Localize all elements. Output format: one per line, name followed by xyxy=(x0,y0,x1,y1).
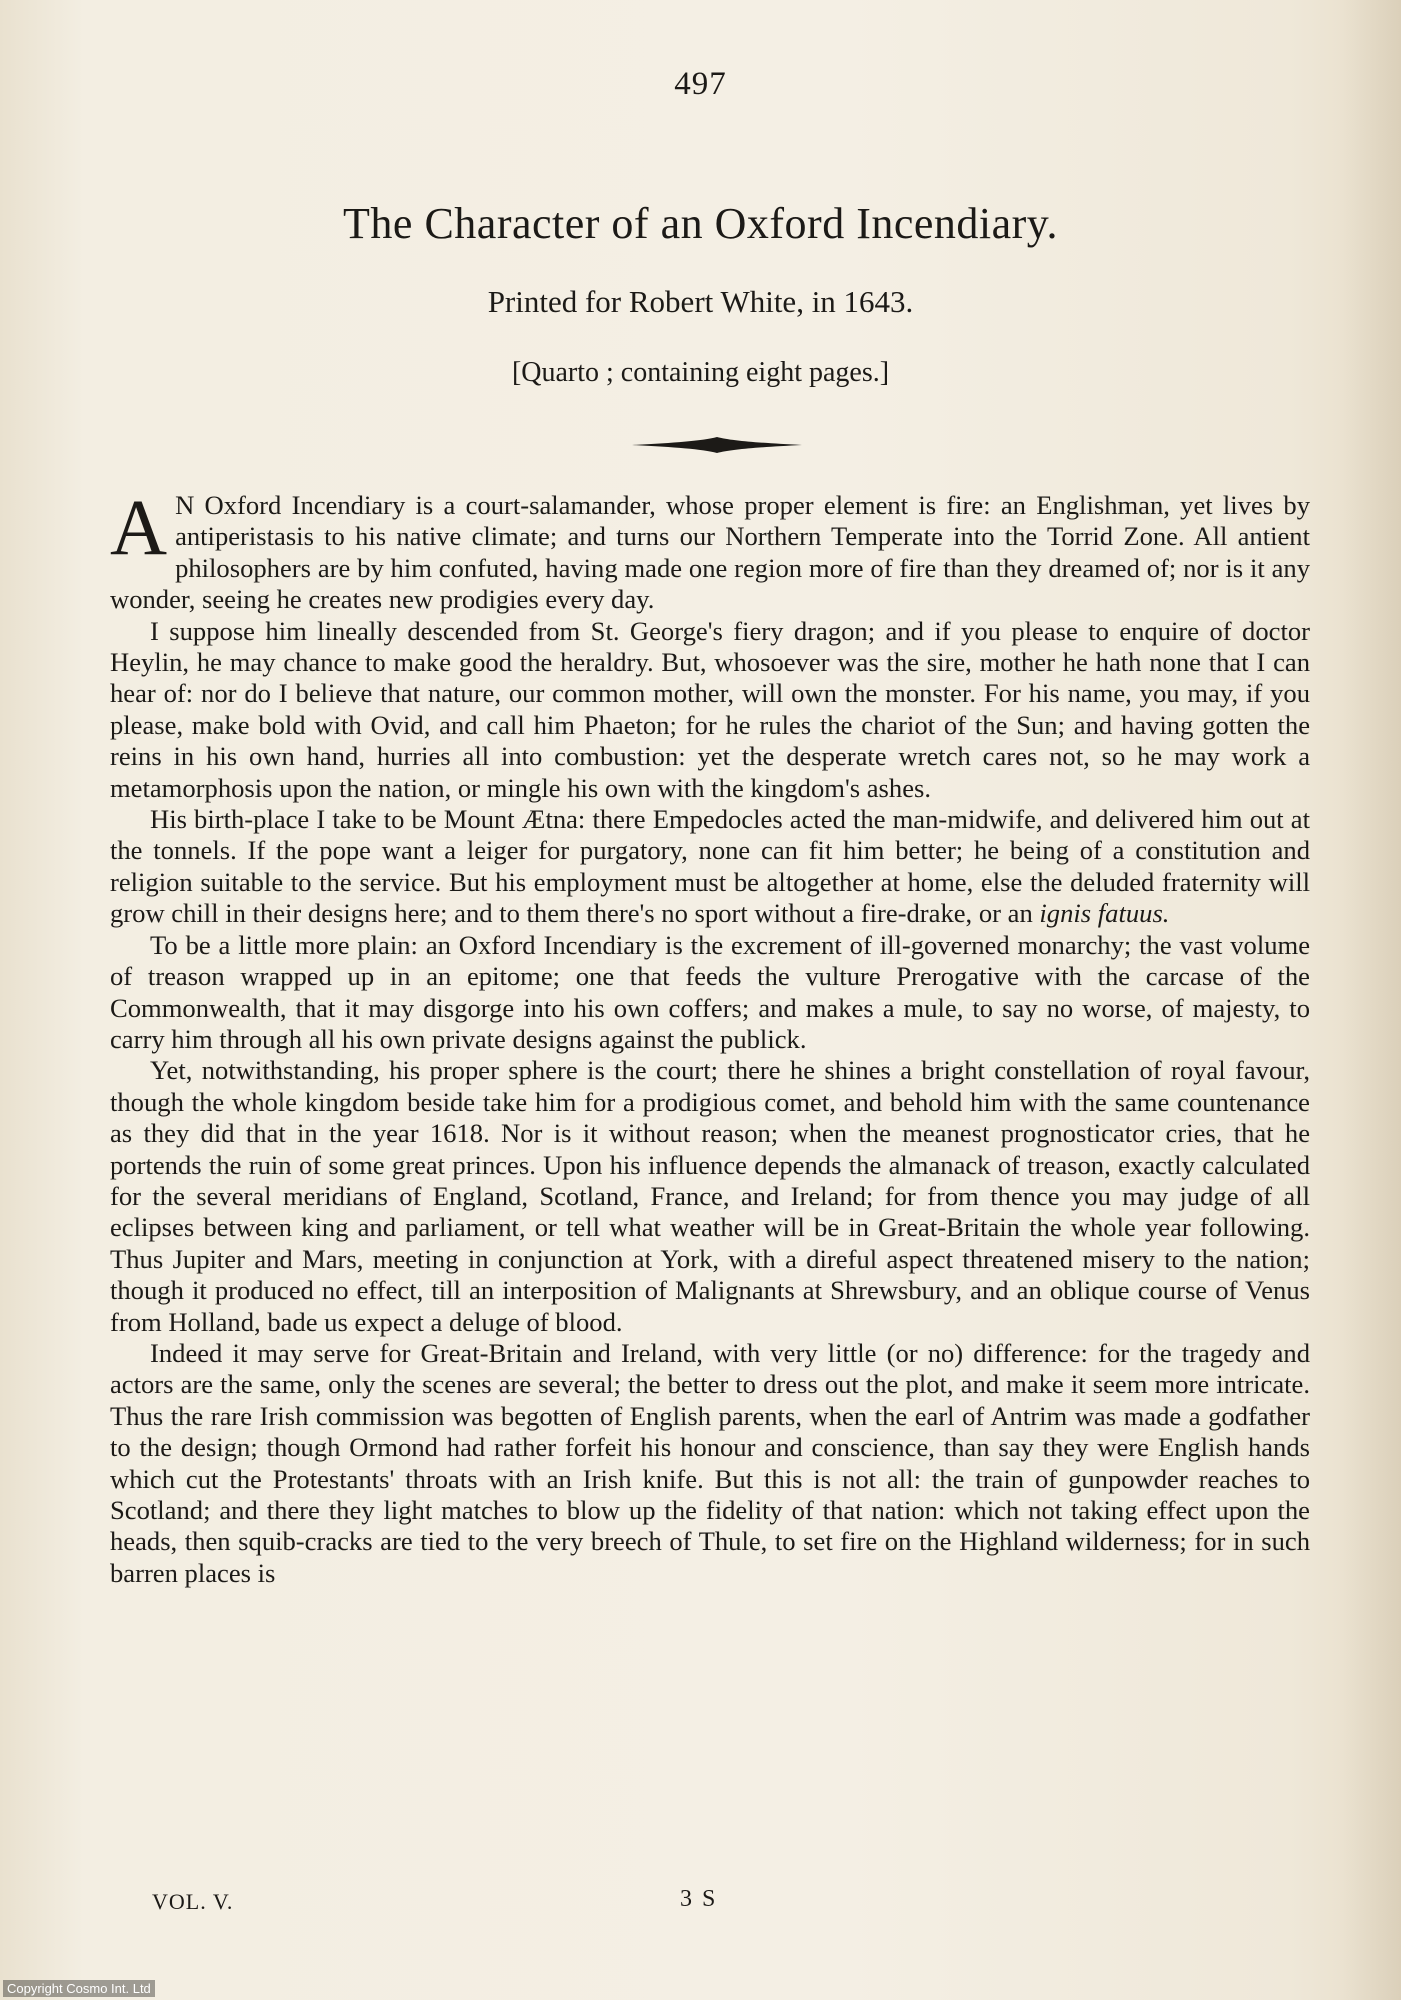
article-subtitle: Printed for Robert White, in 1643. xyxy=(487,284,914,319)
drop-cap: A xyxy=(110,485,168,572)
paragraph-3 xyxy=(110,804,1310,930)
copyright-notice: Copyright Cosmo Int. Ltd xyxy=(3,1980,155,1997)
paragraph-6: Indeed it may serve for Great-Britain and Ireland, with very little (or no) difference: for the tragedy and actors are the same, only the scenes are several; the better to dress out the plot, and make it seem more intricate. Thus the rare Irish commission was begotten of English parents, when the earl of Antrim was made a godfather to the design; though Ormond had rather forfeit his honour and conscience, than say they were English hands which cut the Protestants' throats with an Irish knife. But this is not all: the train of gunpowder reaches to Scotland; and there they light matches to blow up the fidelity of that nation: which not taking effect upon the heads, then squib-cracks are tied to the very breech of Thule, to set fire on the Highland wilderness; for in such barren places is xyxy=(110,1337,1310,1588)
footer-volume: VOL. V. xyxy=(152,1889,234,1914)
ornament-divider-icon xyxy=(632,436,802,454)
paragraph-3-italic: ignis fatuus. xyxy=(1039,898,1170,929)
paragraph-5: Yet, notwithstanding, his proper sphere is the court; there he shines a bright constellation of royal favour, though the whole kingdom beside take him for a prodigious comet, and behold him with the same countenance as they did that in the year 1618. Nor is it without reason; when the meanest prognosticator cries, that he portends the ruin of some great princes. Upon his influence depends the almanack of treason, exactly calculated for the several meridians of England, Scotland, France, and Ireland; for from thence you may judge of all eclipses between king and parliament, or tell what weather will be in Great-Britain the whole year following. Thus Jupiter and Mars, meeting in conjunction at York, with a direful aspect threatened misery to the nation; though it produced no effect, till an interposition of Malignants at Shrewsbury, and an oblique course of Venus from Holland, bade us expect a deluge of blood. xyxy=(110,1055,1310,1337)
footer-signature: 3 S xyxy=(680,1886,718,1912)
article-title: The Character of an Oxford Incendiary. xyxy=(343,199,1058,248)
paragraph-1-text: N Oxford Incendiary is a court-salamander, whose proper element is fire: an Englishman, yet lives by antiperistasis to his native climate; and turns our Northern Temperate into the Torrid Zone. All antient philosophers are by him confuted, having made one region more of fire than they dreamed of; nor is it any wonder, seeing he creates new prodigies every day. xyxy=(110,490,1310,615)
article-body xyxy=(110,485,1310,1589)
paragraph-4: To be a little more plain: an Oxford Incendiary is the excrement of ill-governed monarchy; the vast volume of treason wrapped up in an epitome; one that feeds the vulture Prerogative with the carcase of the Commonwealth, that it may disgorge into his own coffers; and makes a mule, to say no worse, of majesty, to carry him through all his own private designs against the publick. xyxy=(110,929,1310,1054)
paragraph-2: I suppose him lineally descended from St. George's fiery dragon; and if you please to enquire of doctor Heylin, he may chance to make good the heraldry. But, whosoever was the sire, mother he hath none that I can hear of: nor do I believe that nature, our common mother, will own the monster. For his name, you may, if you please, make bold with Ovid, and call him Phaeton; for he rules the chariot of the Sun; and having gotten the reins in his own hand, hurries all into combustion: yet the desperate wretch cares not, so he may work a metamorphosis upon the nation, or mingle his own with the kingdom's ashes. xyxy=(110,615,1310,803)
paragraph-1 xyxy=(110,485,1310,616)
page-number: 497 xyxy=(674,66,727,102)
format-note: [Quarto ; containing eight pages.] xyxy=(511,357,890,388)
paragraph-3-text: His birth-place I take to be Mount Ætna: there Empedocles acted the man-midwife, and delivered him out at the tonnels. If the pope want a leiger for purgatory, none can fit him better; he being of a constitution and religion suitable to the service. But his employment must be altogether at home, else the deluded fraternity will grow chill in their designs here; and to them there's no sport without a fire-drake, or an xyxy=(110,804,1310,929)
